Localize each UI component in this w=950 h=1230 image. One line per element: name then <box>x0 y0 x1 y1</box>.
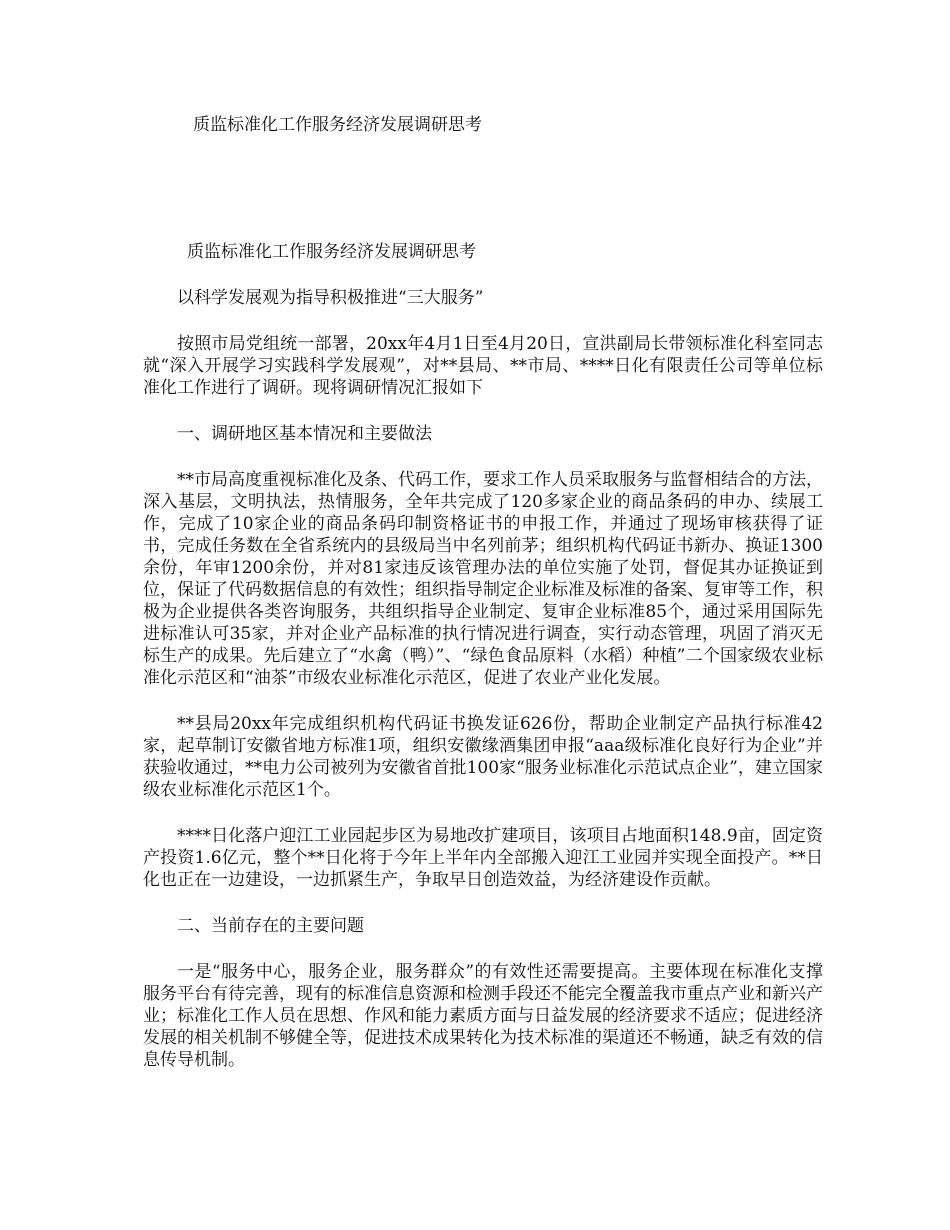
intro-paragraph: 按照市局党组统一部署，20xx年4月1日至4月20日，宣洪副局长带领标准化科室同志就“深入开展学习实践科学发展观”，对**县局、**市局、****日化有限责任公司等单位标准化工作进行了调研。现将调研情况汇报如下 <box>143 334 823 398</box>
section1-paragraph-1: **市局高度重视标准化及条、代码工作，要求工作人员采取服务与监督相结合的方法，深入基层，文明执法，热情服务，全年共完成了120多家企业的商品条码的申办、续展工作，完成了10家企业的商品条码印制资格证书的申报工作，并通过了现场审核获得了证书，完成任务数在全省系统内的县级局当中名列前茅；组织机构代码证书新办、换证1300余份，年审1200余份，并对81家违反该管理办法的单位实施了处罚，督促其办证换证到位，保证了代码数据信息的有效性；组织指导制定企业标准及标准的备案、复审等工作，积极为企业提供各类咨询服务，共组织指导企业制定、复审企业标准85个，通过采用国际先进标准认可35家，并对企业产品标准的执行情况进行调查，实行动态管理，巩固了消灭无标生产的成果。先后建立了“水禽（鸭）”、“绿色食品原料（水稻）种植”二个国家级农业标准化示范区和“油茶”市级农业标准化示范区，促进了农业产业化发展。 <box>143 470 823 688</box>
document-body <box>143 241 823 1095</box>
document-title: 质监标准化工作服务经济发展调研思考 <box>187 242 476 262</box>
section1-paragraph-2: **县局20xx年完成组织机构代码证书换发证626份，帮助企业制定产品执行标准42家，起草制订安徽省地方标准1项，组织安徽缘酒集团申报“aaa级标准化良好行为企业”并获验收通过，**电力公司被列为安徽省首批100家“服务业标准化示范试点企业”，建立国家级农业标准化示范区1个。 <box>143 714 823 800</box>
section2-paragraph-1: 一是“服务中心，服务企业，服务群众”的有效性还需要提高。主要体现在标准化支撑服务平台有待完善，现有的标准信息资源和检测手段还不能完全覆盖我市重点产业和新兴产业；标准化工作人员在思想、作风和能力素质方面与日益发展的经济要求不适应；促进经济发展的相关机制不够健全等，促进技术成果转化为技术标准的渠道还不畅通，缺乏有效的信息传导机制。 <box>143 962 823 1070</box>
document-subtitle: 以科学发展观为指导积极推进“三大服务” <box>177 288 484 308</box>
section1-paragraph-3: ****日化落户迎江工业园起步区为易地改扩建项目，该项目占地面积148.9亩，固定资产投资1.6亿元，整个**日化将于今年上半年内全部搬入迎江工业园并实现全面投产。**日化也正在一边建设，一边抓紧生产，争取早日创造效益，为经济建设作贡献。 <box>143 826 823 890</box>
section1-heading: 一、调研地区基本情况和主要做法 <box>177 424 432 444</box>
header-title: 质监标准化工作服务经济发展调研思考 <box>193 115 482 135</box>
section2-heading: 二、当前存在的主要问题 <box>177 916 364 936</box>
